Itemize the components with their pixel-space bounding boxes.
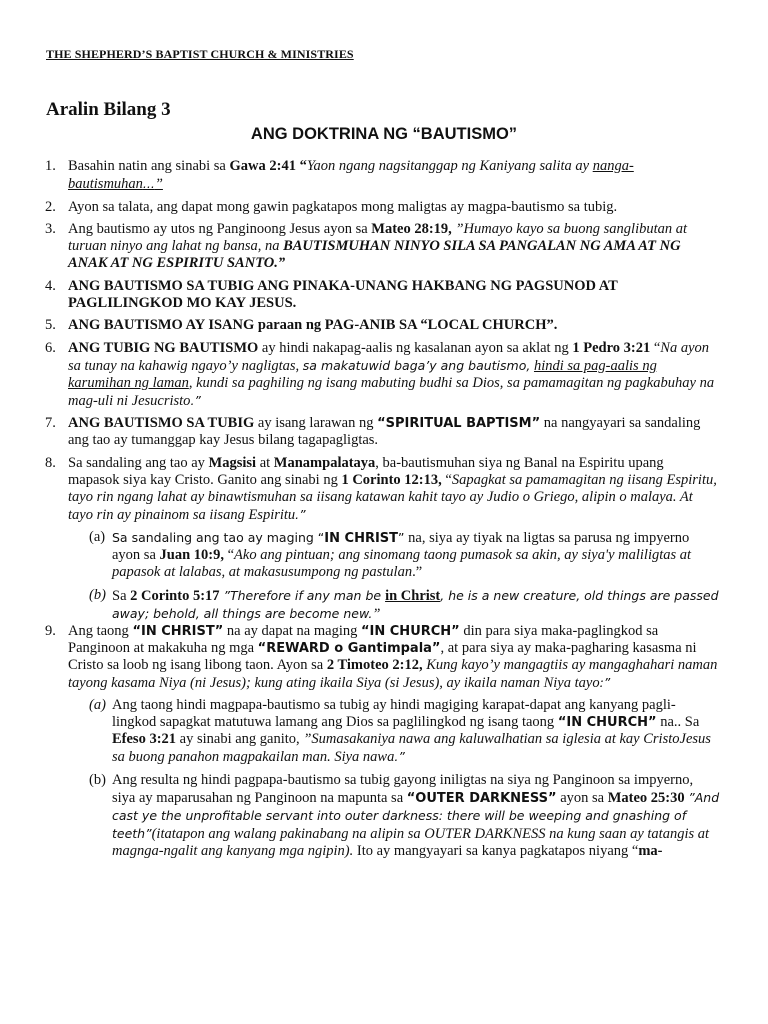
text-run: nanga-bautismuhan bbox=[68, 158, 634, 192]
list-item-text bbox=[68, 199, 617, 215]
text-run: na ay dapat na maging bbox=[223, 622, 361, 639]
text-run: Ang taong hindi magpapa-bautismo sa tubig ay hindi magiging karapat-dapat ang kanyang pagli-lingkod sapagkat matutuwa lamang ang Dios sa paglilingkod ng isang taong bbox=[112, 697, 676, 730]
list-item bbox=[0, 455, 718, 524]
list-item-text bbox=[68, 340, 714, 409]
text-run: BAUTISMUHAN NINYO SILA SA PANGALAN NG AMA AT NG ANAK AT NG ESPIRITU SANTO.” bbox=[68, 238, 681, 271]
text-run: .” bbox=[295, 506, 306, 522]
text-run: “ bbox=[441, 471, 452, 488]
list-item bbox=[0, 221, 718, 272]
sub-list-text bbox=[112, 530, 691, 580]
sub-list-item bbox=[0, 697, 720, 766]
list-item bbox=[0, 340, 718, 410]
text-run: Ito ay mangyayari sa kanya pagkatapos niyang “ bbox=[353, 842, 639, 859]
sub-list-item bbox=[0, 587, 720, 623]
text-run: ay hindi nakapag-aalis ng kasalanan ayon sa aklat ng bbox=[258, 339, 573, 356]
text-run: Ayon sa talata, ang dapat mong gawin pagkatapos mong maligtas ay magpa-bautismo sa tubig. bbox=[68, 198, 618, 215]
text-run: Sa sandaling ang tao ay bbox=[68, 454, 209, 471]
list-item-text bbox=[68, 221, 687, 271]
lesson-heading: Aralin Bilang 3 bbox=[46, 99, 171, 120]
text-run: Magsisi bbox=[208, 454, 257, 471]
church-name-header: THE SHEPHERD’S BAPTIST CHURCH & MINISTRIES bbox=[46, 47, 354, 61]
list-item-number: 3. bbox=[45, 221, 56, 237]
text-run: Manampalataya bbox=[273, 454, 376, 471]
text-run: hindi sa pag-aalis ng karumihan ng laman bbox=[68, 357, 657, 391]
text-run: ANG BAUTISMO AY ISANG bbox=[68, 317, 258, 333]
text-run: :” bbox=[599, 674, 611, 690]
text-run: 1 Corinto 12:13, bbox=[341, 471, 442, 488]
list-item bbox=[0, 199, 718, 216]
text-run: ng PAG-ANIB SA “LOCAL CHURCH”. bbox=[302, 317, 558, 333]
numbered-list bbox=[0, 158, 768, 860]
list-item bbox=[0, 623, 718, 692]
text-run: ayon sa bbox=[556, 789, 608, 806]
text-run: , kundi sa paghiling ng isang mabuting budhi sa Dios, sa pamamagitan ng pagkabuhay na mag-uli ni Jesucristo bbox=[68, 374, 715, 409]
text-run: ”And cast ye the unprofitable servant into outer darkness: there will be weeping and gnashing of teeth” bbox=[112, 789, 720, 841]
sub-list-label: (b) bbox=[89, 771, 106, 788]
text-run: ” bbox=[154, 176, 163, 192]
sub-list-item bbox=[0, 529, 720, 581]
text-run: “ bbox=[650, 339, 661, 356]
text-run: din para siya maka-paglingkod sa Panginoon at makakuha ng mga bbox=[68, 622, 659, 656]
text-run: 2 Corinto 5:17 bbox=[130, 587, 220, 604]
text-run: Ako ang pintuan; ang sinomang taong pumasok sa akin, ay siya'y maliligtas at papasok at lalabas, at makasusumpong ng pastulan bbox=[112, 547, 692, 580]
text-run: ”Therefore if any man be bbox=[219, 587, 386, 603]
text-run: “OUTER DARKNESS” bbox=[406, 790, 557, 806]
list-item-number: 7. bbox=[45, 415, 56, 431]
text-run: “IN CHRIST” bbox=[132, 623, 224, 639]
text-run: ” bbox=[372, 605, 381, 622]
text-run: “ bbox=[223, 547, 235, 563]
text-run: Ang resulta ng hindi pagpapa-bautismo sa tubig gayong iniligtas na siya ng Panginoon sa impyerno, siya ay maparusahan ng Panginoon na mapunta sa bbox=[112, 771, 694, 806]
list-item-text bbox=[68, 158, 634, 192]
sub-list-text bbox=[112, 697, 711, 765]
text-run: “SPIRITUAL BAPTISM” bbox=[377, 416, 541, 431]
text-run: IN CHRIST bbox=[324, 531, 399, 546]
list-item-text bbox=[68, 278, 618, 311]
text-run: Gawa 2:41 bbox=[229, 158, 296, 174]
text-run: , he is a new creature, old things are passed away; behold, all things are become new. bbox=[112, 587, 719, 621]
list-item bbox=[0, 278, 718, 312]
text-run: “IN CHURCH” bbox=[557, 715, 657, 730]
list-item-number: 5. bbox=[45, 317, 56, 333]
text-run: .” bbox=[190, 392, 201, 408]
text-run: 1 Pedro 3:21 bbox=[572, 339, 651, 356]
text-run: .” bbox=[394, 749, 405, 764]
text-run: ” bbox=[398, 530, 405, 545]
text-run: ay isang larawan ng bbox=[254, 415, 378, 431]
text-run: ANG TUBIG NG BAUTISMO bbox=[68, 339, 259, 356]
sub-list-label: (a) bbox=[89, 529, 106, 545]
text-run: “ bbox=[295, 158, 307, 174]
list-item-number: 4. bbox=[45, 277, 56, 294]
text-run: Sa sandaling ang tao ay maging “ bbox=[112, 530, 325, 545]
text-run: in Christ bbox=[385, 587, 441, 604]
list-item bbox=[0, 158, 718, 193]
text-run: Na ayon sa tunay na kahawig ngayo’y nagligtas, bbox=[68, 339, 710, 374]
text-run: ... bbox=[142, 176, 155, 191]
list-item bbox=[0, 317, 718, 334]
sub-list-text bbox=[112, 772, 719, 859]
text-run: na nangyayari sa sandaling ang tao ay tumanggap kay Jesus bilang tagapagligtas. bbox=[68, 415, 701, 448]
list-item-number: 6. bbox=[45, 339, 56, 356]
text-run: , ba-bautismuhan siya ng Banal na Espiritu upang mapasok siya kay Cristo. Ganito ang sinabi ng bbox=[68, 454, 664, 488]
list-item-text bbox=[68, 317, 557, 333]
list-item-text bbox=[68, 623, 717, 691]
list-item-number: 8. bbox=[45, 454, 56, 471]
list-item-number: 1. bbox=[45, 158, 56, 174]
text-run: Ang taong bbox=[68, 622, 133, 639]
text-run: 2 Timoteo 2:12, bbox=[326, 656, 423, 673]
text-run: na, siya ay tiyak na ligtas sa parusa ng impyerno ayon sa bbox=[112, 530, 690, 563]
text-run: (itatapon ang walang pakinabang na alipin sa OUTER DARKNESS na kung saan ay tatangis at magnga-ngalit ang kanyang mga ngipin). bbox=[112, 825, 710, 859]
text-run: Sa bbox=[112, 587, 131, 604]
text-run: .” bbox=[412, 564, 423, 580]
text-run: ”Sumasakaniya nawa ang kaluwalhatian sa iglesia at kay CristoJesus sa buong panahon magpakailan man. Siya nawa bbox=[112, 731, 711, 765]
text-run: at bbox=[256, 454, 274, 471]
text-run: paraan bbox=[257, 317, 303, 333]
sub-list-label: (a) bbox=[89, 697, 106, 713]
text-run: Efeso 3:21 bbox=[112, 731, 177, 747]
list-item bbox=[0, 415, 718, 449]
text-run: ma- bbox=[638, 842, 663, 859]
list-item-text bbox=[68, 455, 717, 523]
text-run: Juan 10:9, bbox=[159, 547, 224, 563]
text-run: Mateo 25:30 bbox=[607, 789, 685, 806]
sub-list-item bbox=[0, 772, 720, 860]
list-item-number: 9. bbox=[45, 622, 56, 639]
text-run: ”Humayo kayo sa buong sanglibutan at turuan ninyo ang lahat ng bansa, na bbox=[68, 221, 688, 254]
text-run: sa makatuwid baga’y ang bautismo, bbox=[302, 357, 531, 373]
text-run: Ang bautismo ay utos ng Panginoong Jesus ayon sa bbox=[68, 221, 372, 237]
text-run: Mateo 28:19, bbox=[371, 221, 452, 237]
text-run: “REWARD o Gantimpala” bbox=[257, 640, 441, 656]
sub-list-label: (b) bbox=[89, 586, 106, 603]
doctrine-title: ANG DOKTRINA NG “BAUTISMO” bbox=[250, 125, 518, 143]
text-run: ay sinabi ang ganito, bbox=[176, 731, 304, 747]
text-run: “IN CHURCH” bbox=[360, 623, 460, 639]
sub-list-text bbox=[112, 588, 719, 622]
text-run: , at para siya ay maka-pagharing kasasma ni Cristo sa loob ng isang libong taon. Ayon sa bbox=[68, 639, 697, 673]
text-run: Yaon ngang nagsitanggap ng Kaniyang salita ay bbox=[306, 158, 593, 174]
text-run: ANG BAUTISMO SA TUBIG bbox=[68, 415, 255, 431]
text-run: na.. Sa bbox=[656, 714, 700, 730]
list-item-number: 2. bbox=[45, 198, 56, 215]
text-run: Basahin natin ang sinabi sa bbox=[68, 158, 230, 174]
text-run: Sapagkat sa pamamagitan ng iisang Espiritu, tayo rin ngang lahat ay binawtismuhan sa iisang katawan kahit tayo ay Judio o Griego, alipin o malaya. At tayo rin ay pinainom sa iisang Espiritu bbox=[68, 471, 717, 523]
text-run: ANG BAUTISMO SA TUBIG ANG PINAKA-UNANG HAKBANG NG PAGSUNOD AT PAGLILINGKOD MO KAY JESUS. bbox=[68, 277, 618, 311]
list-item-text bbox=[68, 415, 700, 448]
text-run: Kung kayo’y mangagtiis ay mangaghahari naman tayong kasama Niya (ni Jesus); kung ating ikaila Siya (si Jesus), ay ikaila naman Niya tayo bbox=[68, 656, 718, 691]
